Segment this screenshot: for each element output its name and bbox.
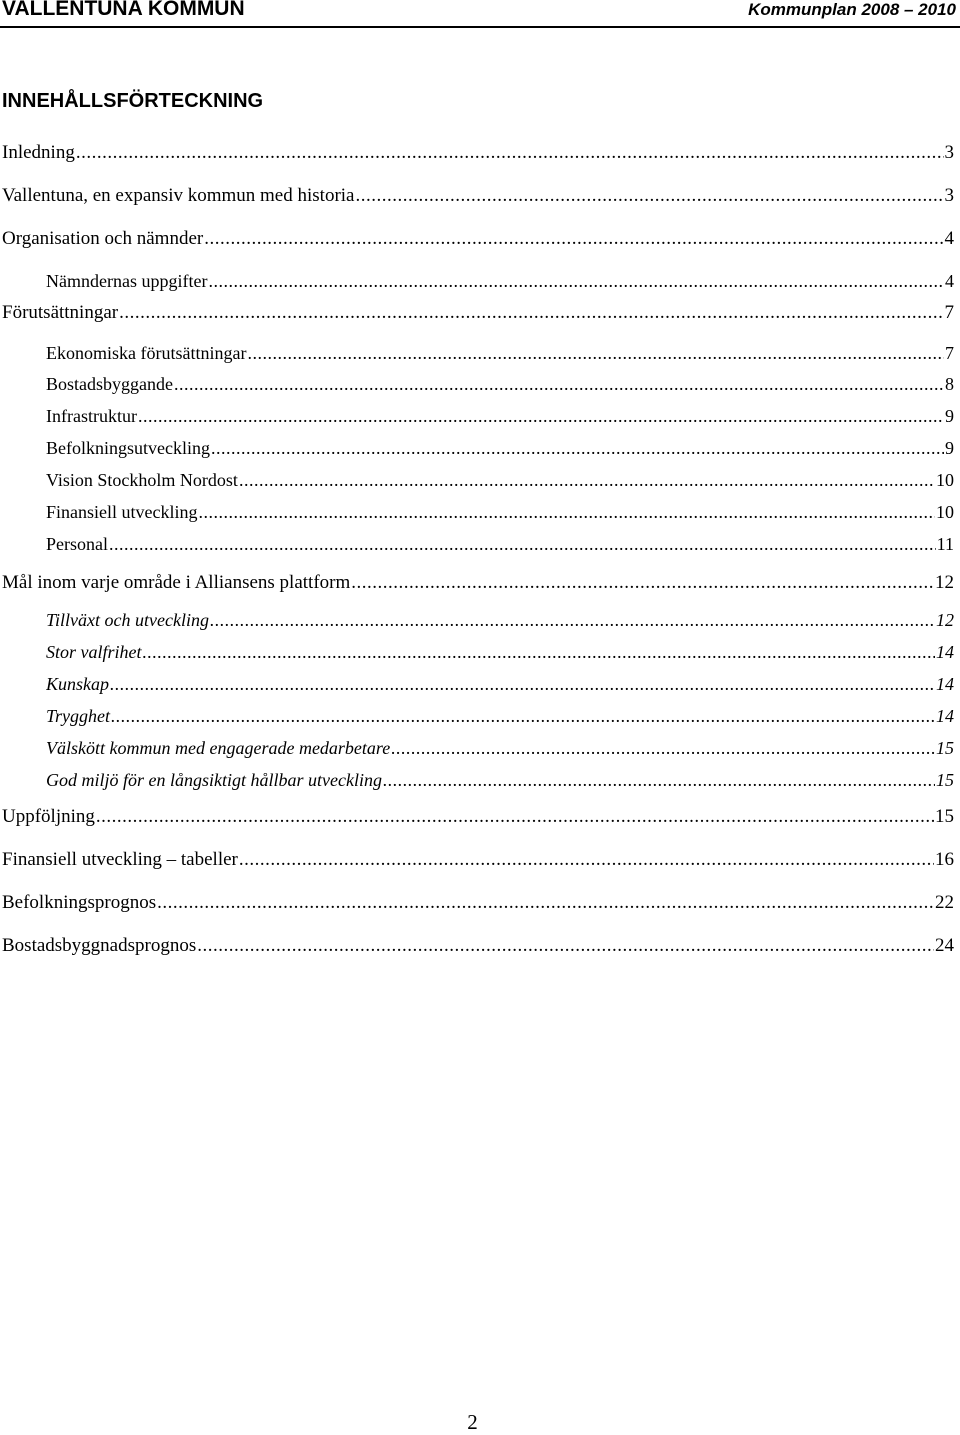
toc-entry-page: 7 xyxy=(944,302,954,323)
toc-entry-label: Vision Stockholm Nordost xyxy=(46,470,238,490)
toc-entry-finansiell-utveckling-tabeller[interactable] xyxy=(2,847,954,873)
toc-entry-vallentuna[interactable] xyxy=(2,183,954,209)
toc-leader-dots xyxy=(204,226,943,252)
toc-entry-page: 15 xyxy=(936,770,954,790)
toc-entry-label: Personal xyxy=(46,534,108,554)
toc-entry-page: 14 xyxy=(936,642,954,662)
toc-entry-god-miljo[interactable] xyxy=(46,767,954,793)
toc-leader-dots xyxy=(109,531,936,557)
toc-entry-page: 3 xyxy=(944,142,954,163)
toc-leader-dots xyxy=(351,570,934,596)
toc-entry-mal-inom-varje-omrade[interactable] xyxy=(2,570,954,596)
toc-entry-page: 10 xyxy=(936,502,954,522)
toc-entry-bostadsbyggnadsprognos[interactable] xyxy=(2,933,954,959)
toc-heading: INNEHÅLLSFÖRTECKNING xyxy=(2,90,264,112)
toc-entry-organisation[interactable] xyxy=(2,226,954,252)
toc-entry-stor-valfrihet[interactable] xyxy=(46,639,954,665)
toc-entry-page: 12 xyxy=(936,610,954,630)
toc-entry-label: Nämndernas uppgifter xyxy=(46,271,208,291)
toc-entry-page: 8 xyxy=(945,374,954,394)
toc-entry-label: Ekonomiska förutsättningar xyxy=(46,343,247,363)
toc-entry-page: 11 xyxy=(936,534,954,554)
toc-entry-page: 24 xyxy=(935,935,954,956)
page-number: 2 xyxy=(467,1410,478,1434)
toc-entry-uppfoljning[interactable] xyxy=(2,804,954,830)
toc-leader-dots xyxy=(76,140,944,166)
header-organization: VALLENTUNA KOMMUN xyxy=(2,0,245,20)
toc-entry-kunskap[interactable] xyxy=(46,671,954,697)
toc-entry-forutsattningar[interactable] xyxy=(2,300,954,326)
toc-entry-page: 4 xyxy=(944,228,954,249)
toc-entry-label: Finansiell utveckling xyxy=(46,502,198,522)
toc-entry-namndernas-uppgifter[interactable] xyxy=(46,268,954,294)
toc-leader-dots xyxy=(211,435,944,461)
toc-entry-label: Tillväxt och utveckling xyxy=(46,610,209,630)
toc-leader-dots xyxy=(208,268,944,294)
toc-entry-page: 12 xyxy=(935,572,954,593)
toc-entry-befolkningsprognos[interactable] xyxy=(2,890,954,916)
toc-entry-label: Vallentuna, en expansiv kommun med historia xyxy=(2,185,355,206)
toc-entry-label: Infrastruktur xyxy=(46,406,137,426)
toc-leader-dots xyxy=(119,300,943,326)
toc-leader-dots xyxy=(210,607,935,633)
toc-entry-label: Förutsättningar xyxy=(2,302,119,323)
toc-entry-page: 16 xyxy=(935,849,954,870)
toc-entry-befolkningsutveckling[interactable] xyxy=(46,435,954,461)
toc-entry-label: Välskött kommun med engagerade medarbetare xyxy=(46,738,391,758)
toc-leader-dots xyxy=(383,767,935,793)
toc-entry-page: 15 xyxy=(935,806,954,827)
toc-entry-page: 4 xyxy=(945,271,954,291)
toc-entry-label: Mål inom varje område i Alliansens plattform xyxy=(2,572,351,593)
toc-entry-inledning[interactable] xyxy=(2,140,954,166)
toc-entry-page: 22 xyxy=(935,892,954,913)
toc-leader-dots xyxy=(157,890,934,916)
toc-entry-page: 9 xyxy=(945,406,954,426)
toc-entry-label: Organisation och nämnder xyxy=(2,228,204,249)
toc-entry-label: Bostadsbyggande xyxy=(46,374,173,394)
toc-leader-dots xyxy=(247,340,944,366)
toc-entry-page: 7 xyxy=(945,343,954,363)
toc-leader-dots xyxy=(111,703,935,729)
toc-entry-page: 14 xyxy=(936,674,954,694)
toc-leader-dots xyxy=(239,467,935,493)
toc-entry-infrastruktur[interactable] xyxy=(46,403,954,429)
toc-leader-dots xyxy=(391,735,935,761)
toc-entry-label: Uppföljning xyxy=(2,806,95,827)
toc-entry-label: Kunskap xyxy=(46,674,109,694)
toc-entry-page: 15 xyxy=(936,738,954,758)
toc-leader-dots xyxy=(143,639,936,665)
toc-entry-label: Trygghet xyxy=(46,706,111,726)
toc-leader-dots xyxy=(198,499,935,525)
toc-leader-dots xyxy=(96,804,934,830)
toc-leader-dots xyxy=(355,183,943,209)
toc-entry-label: Inledning xyxy=(2,142,75,163)
toc-entry-label: Stor valfrihet xyxy=(46,642,142,662)
toc-entry-vision-stockholm-nordost[interactable] xyxy=(46,467,954,493)
toc-entry-bostadsbyggande[interactable] xyxy=(46,371,954,397)
toc-entry-label: Finansiell utveckling – tabeller xyxy=(2,849,238,870)
toc-entry-label: Befolkningsutveckling xyxy=(46,438,210,458)
toc-entry-ekonomiska[interactable] xyxy=(46,340,954,366)
toc-entry-personal[interactable] xyxy=(46,531,954,557)
header-document-title: Kommunplan 2008 – 2010 xyxy=(748,0,956,19)
toc-leader-dots xyxy=(197,933,934,959)
toc-leader-dots xyxy=(138,403,944,429)
toc-entry-tillvaxt[interactable] xyxy=(46,607,954,633)
toc-entry-page: 10 xyxy=(936,470,954,490)
toc-entry-label: Befolkningsprognos xyxy=(2,892,157,913)
toc-leader-dots xyxy=(110,671,935,697)
toc-entry-page: 3 xyxy=(944,185,954,206)
page-header xyxy=(0,0,960,28)
toc-entry-label: God miljö för en långsiktigt hållbar utveckling xyxy=(46,770,382,790)
toc-entry-page: 9 xyxy=(945,438,954,458)
toc-entry-trygghet[interactable] xyxy=(46,703,954,729)
toc-entry-valskott-kommun[interactable] xyxy=(46,735,954,761)
toc-entry-label: Bostadsbyggnadsprognos xyxy=(2,935,197,956)
toc-leader-dots xyxy=(174,371,944,397)
toc-entry-page: 14 xyxy=(936,706,954,726)
toc-leader-dots xyxy=(239,847,934,873)
toc-entry-finansiell-utveckling[interactable] xyxy=(46,499,954,525)
